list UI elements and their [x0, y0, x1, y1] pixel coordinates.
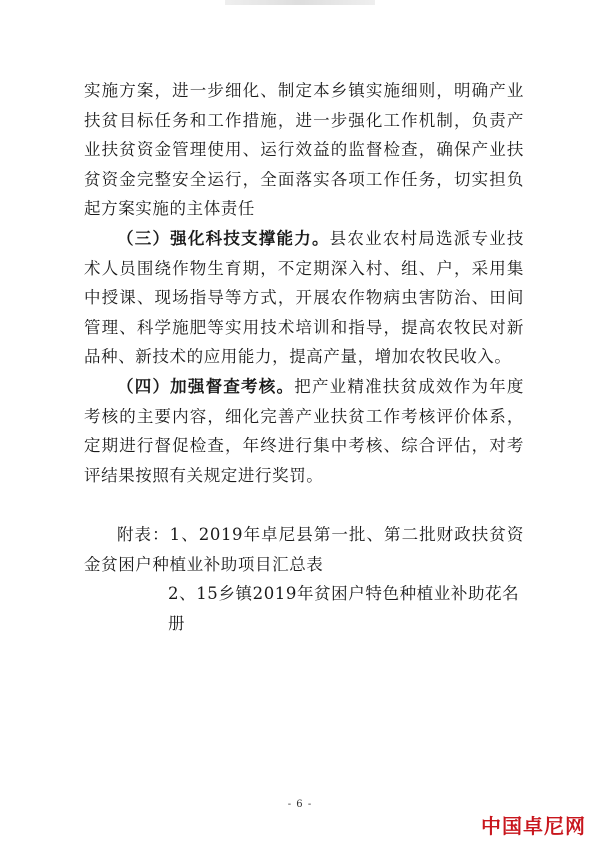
paragraph-text: 县农业农村局选派专业技术人员围绕作物生育期，不定期深入村、组、户，采用集中授课、现场指导等方式，开展农作物病虫害防治、田间管理、科学施肥等实用技术培训和指导，提高农牧民对新品种、新技术的应用能力，提高产量，增加农牧民收入。 — [84, 228, 524, 367]
paragraph-continuation — [84, 76, 524, 224]
section-heading-three: （三）强化科技支撑能力。 — [117, 228, 330, 248]
paragraph-supervision — [84, 372, 524, 490]
annex-item-2: 2、15乡镇2019年贫困户特色种植业补助花名册 — [168, 584, 520, 633]
annex-item-1: 附表：1、2019年卓尼县第一批、第二批财政扶贫资金贫困户种植业补助项目汇总表 — [84, 524, 524, 574]
site-watermark: 中国卓尼网 — [481, 814, 586, 838]
spacer — [84, 490, 524, 520]
paragraph-text: 把产业精准扶贫成效作为年度考核的主要内容，细化完善产业扶贫工作考核评价体系，定期进行督促检查，年终进行集中考核、综合评估，对考评结果按照有关规定进行奖罚。 — [84, 376, 525, 485]
paragraph-text: 实施方案，进一步细化、制定本乡镇实施细则，明确产业扶贫目标任务和工作措施，进一步强化工作机制，负责产业扶贫资金管理使用、运行效益的监督检查，确保产业扶贫资金完整安全运行，全面落实各项工作任务，切实担负起方案实施的主体责任 — [84, 81, 524, 219]
paragraph-tech-support — [84, 224, 524, 372]
top-edge-mark — [225, 0, 375, 5]
page-number: - 6 - — [287, 799, 313, 810]
document-body — [84, 76, 524, 638]
section-heading-four: （四）加强督查考核。 — [117, 376, 295, 396]
